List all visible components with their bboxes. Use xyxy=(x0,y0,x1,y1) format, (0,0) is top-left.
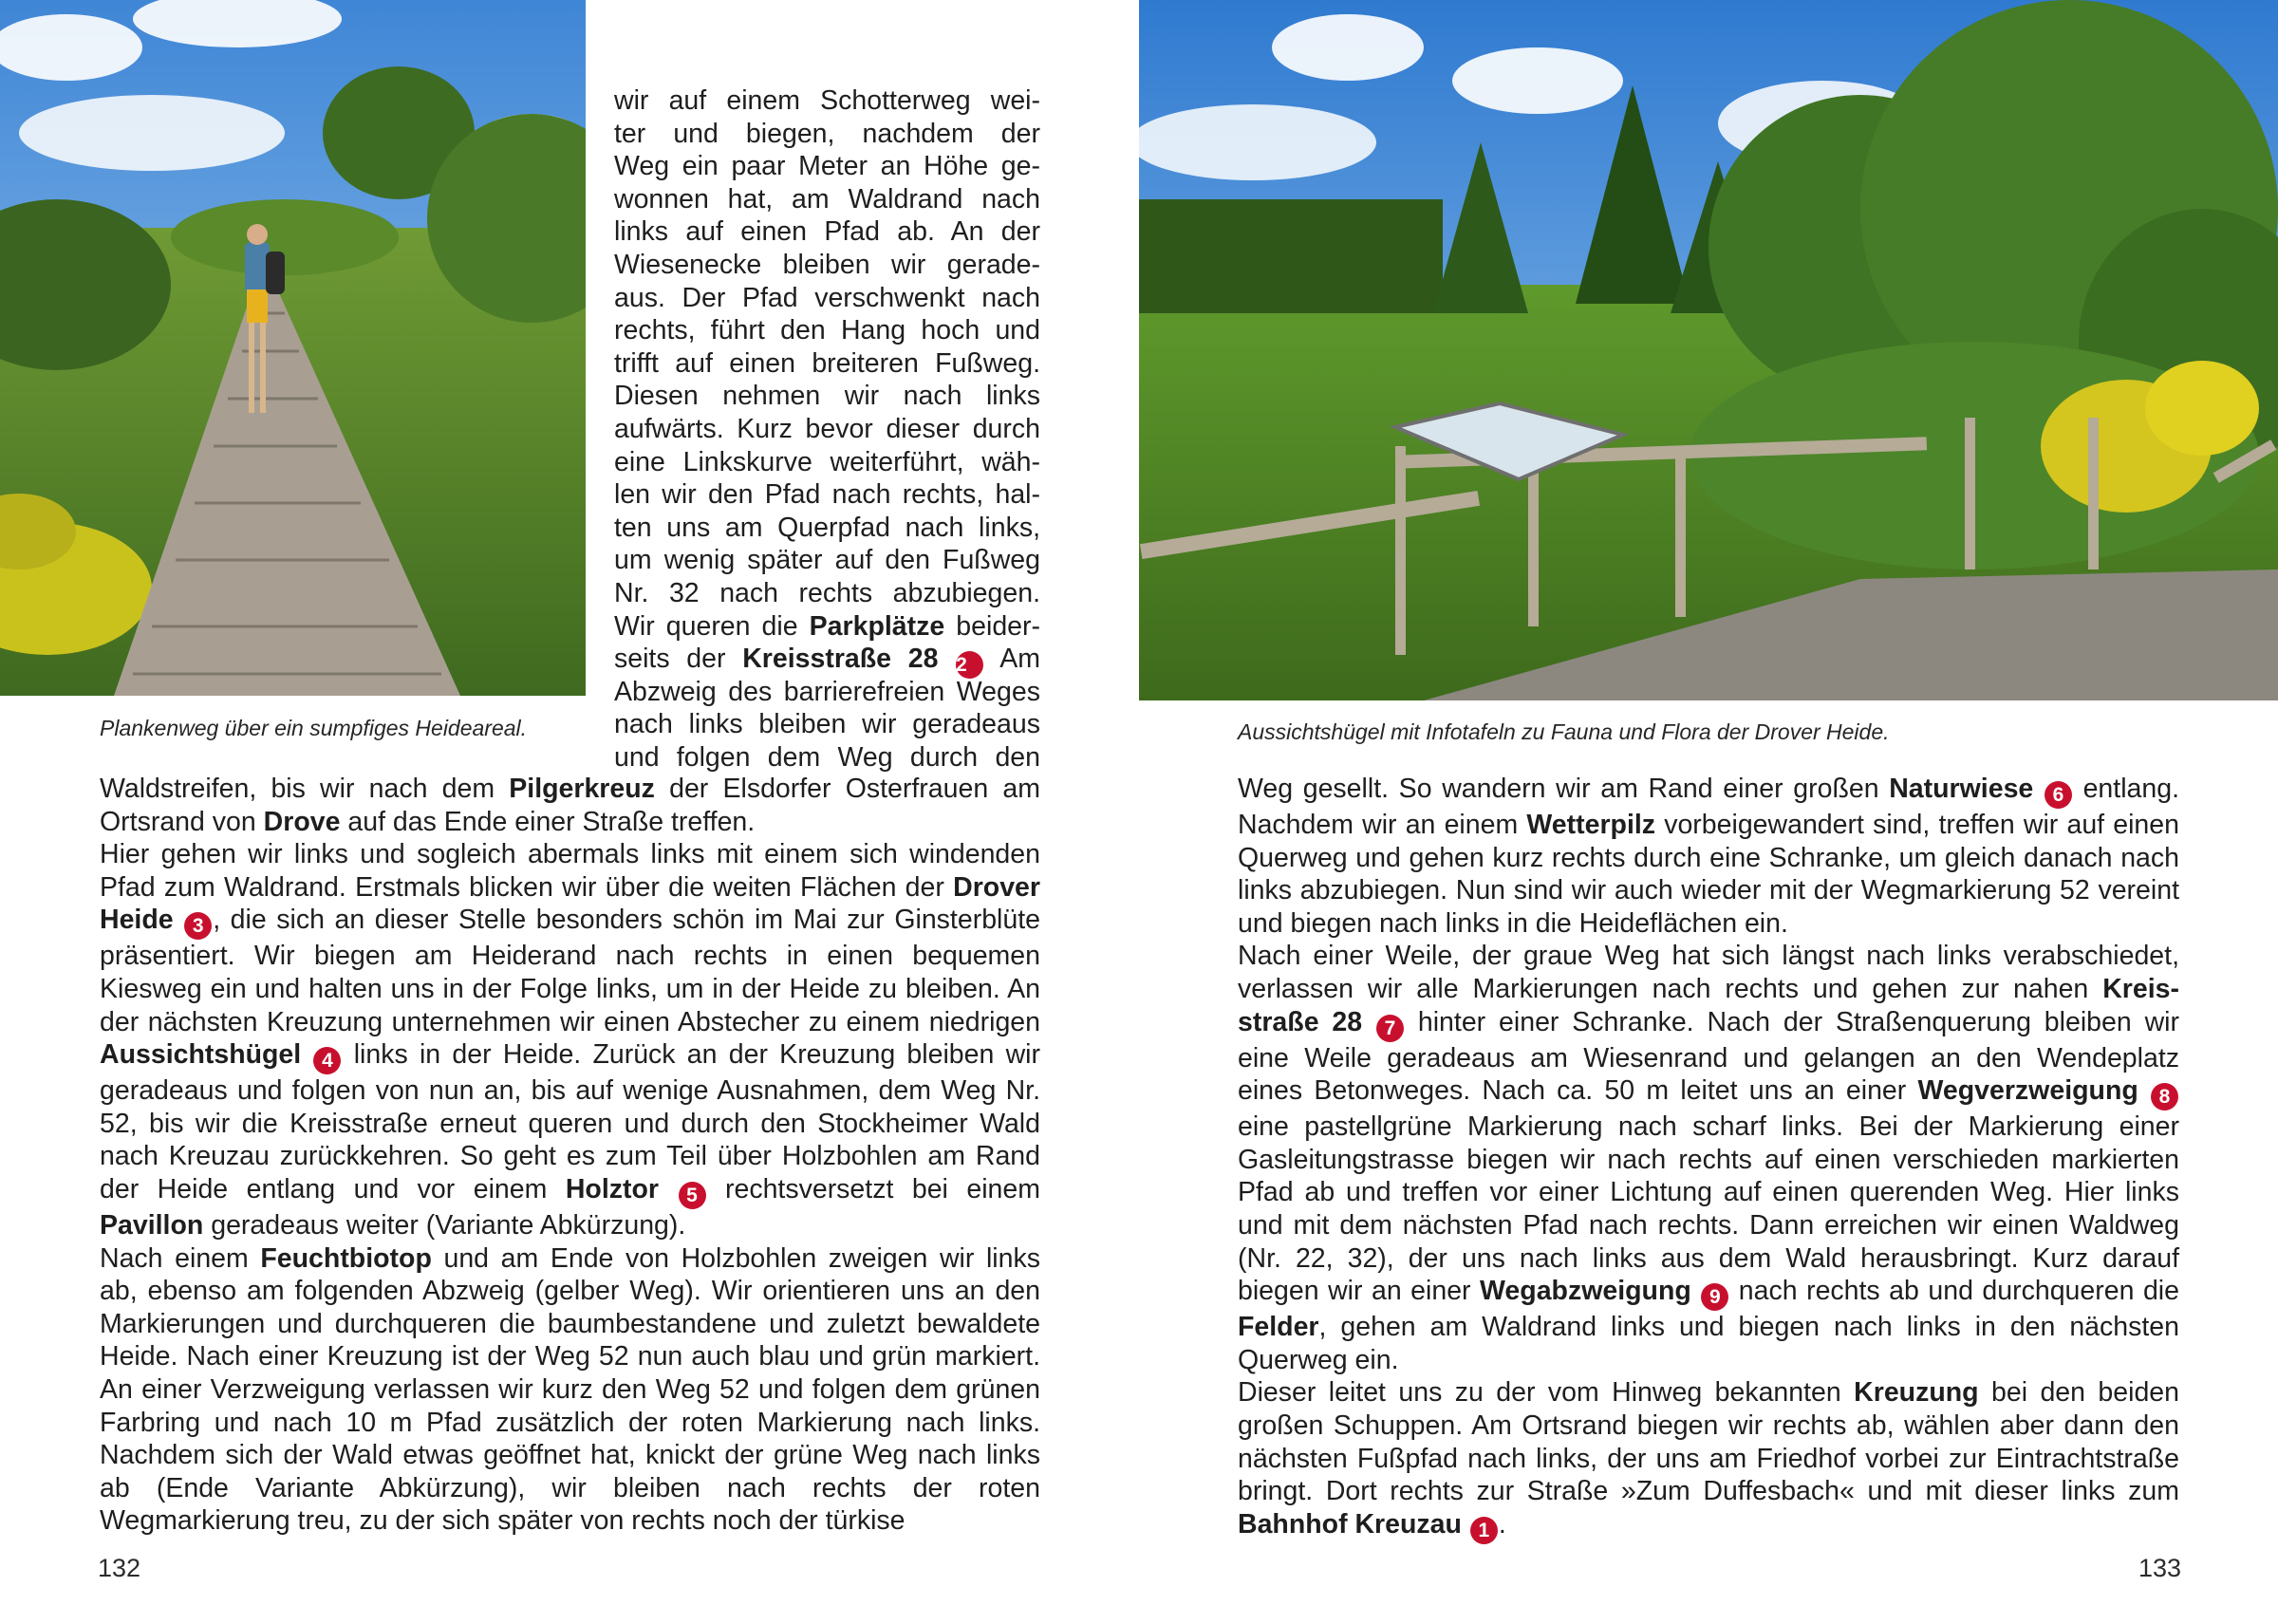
text-fragment: Weg gesellt. So wandern wir am Rand einer großen xyxy=(1238,774,1890,804)
right-page-text xyxy=(1238,773,2179,1544)
left-page-text xyxy=(100,773,1040,1538)
text-line: Diesen nehmen wir nach links xyxy=(614,381,1040,412)
text-line: Abzweig des barrierefreien Weges xyxy=(614,676,1040,707)
keyword-bahnhof-kreuzau: Bahnhof Kreuzau xyxy=(1238,1508,1462,1540)
text-fragment: Waldstreifen, bis wir nach dem xyxy=(100,774,510,804)
text-fragment: Nach einem xyxy=(100,1242,261,1274)
text-line: ten uns am Querpfad nach links, xyxy=(614,512,1040,543)
text-fragment: rechtsversetzt bei einem xyxy=(706,1173,1040,1204)
text-line: Weg ein paar Meter an Höhe ge- xyxy=(614,151,1040,182)
text-line: und folgen dem Weg durch den xyxy=(614,741,1040,773)
text-fragment: geradeaus weiter (Variante Abkürzung). xyxy=(203,1209,686,1241)
keyword-felder: Felder xyxy=(1238,1312,1319,1343)
text-line: links auf einen Pfad ab. An der xyxy=(614,216,1040,248)
text-fragment: eine pastellgrüne Markierung nach scharf links. Bei der Markierung einer Gasleitungstrasse biegen wir nach rechts auf einen verschieden markierten Pfad ab und treffen vor einer Lichtung auf einen querenden Weg. Hier links und mit dem nächsten Pfad nach rechts. Dann erreichen wir einen Waldweg (Nr. 22, 32), der uns nach links aus dem Wald herausbringt. Kurz darauf biegen wir an einer xyxy=(1238,1111,2179,1307)
text-line: rechts, führt den Hang hoch und xyxy=(614,315,1040,346)
waypoint-marker-4: 4 xyxy=(313,1047,341,1074)
keyword-aussichtshuegel: Aussichtshügel xyxy=(100,1039,302,1071)
text-fragment: Wir queren die xyxy=(614,610,798,642)
text-fragment: auf das Ende einer Straße treffen. xyxy=(340,806,756,837)
keyword-parkplaetze: Parkplätze xyxy=(809,610,945,642)
text-fragment: , die sich an dieser Stelle besonders schön im Mai zur Ginsterblüte präsentiert. Wir biegen am Heiderand nach rechts in einen bequemen Kiesweg ein und halten uns in der Folge links, um in der Heide zu bleiben. An der nächsten Kreuzung unternehmen wir einen Abstecher zu einem niedrigen xyxy=(100,905,1040,1037)
text-fragment: der Elsdorfer Osterfrauen am Ortsrand von xyxy=(100,774,1040,837)
waypoint-marker-9: 9 xyxy=(1701,1283,1728,1311)
left-column-text xyxy=(614,84,1040,774)
waypoint-marker-6: 6 xyxy=(2045,781,2072,809)
text-line: Nr. 32 nach rechts abzubiegen. xyxy=(614,577,1040,608)
text-line: ter und biegen, nachdem der xyxy=(614,118,1040,149)
keyword-drove: Drove xyxy=(263,806,341,837)
waypoint-marker-8: 8 xyxy=(2151,1083,2178,1111)
waypoint-marker-1: 1 xyxy=(1470,1517,1498,1544)
waypoint-marker-3: 3 xyxy=(184,912,212,940)
text-line xyxy=(614,643,1040,676)
keyword-feuchtbiotop: Feuchtbiotop xyxy=(260,1242,432,1274)
text-fragment: Am xyxy=(984,644,1040,675)
text-fragment: hinter einer Schranke. Nach der Straßenquerung bleiben wir eine Weile geradeaus am Wiesenrand und gelangen an den Wendeplatz eines Betonweges. Nach ca. 50 m leitet uns an einer xyxy=(1238,1006,2179,1107)
left-photo-caption: Plankenweg über ein sumpfiges Heideareal. xyxy=(100,716,528,740)
text-fragment: und am Ende von Holzbohlen zweigen wir links ab, ebenso am folgenden Abzweig (gelber Weg). Wir orientieren uns an den Markierungen und durchqueren die baumbestandene und zuletzt bewaldete Heide. Nach einer Kreuzung ist der Weg 52 nun auch blau und grün markiert. An einer Verzweigung verlassen wir kurz den Weg 52 und folgen dem grünen Farbring und nach 10 m Pfad zusätzlich der roten Markierung nach links. Nachdem sich der Wald etwas geöffnet hat, knickt der grüne Weg nach links ab (Ende Variante Abkürzung), wir bleiben nach rechts der roten Wegmarkierung treu, zu der sich später von rechts noch der türkise xyxy=(100,1242,1040,1537)
text-line: nach links bleiben wir geradeaus xyxy=(614,709,1040,740)
text-fragment: Dieser leitet uns zu der vom Hinweg bekannten xyxy=(1238,1377,1855,1409)
waypoint-marker-5: 5 xyxy=(679,1182,706,1209)
keyword-kreuzung: Kreuzung xyxy=(1854,1377,1979,1409)
text-fragment: Hier gehen wir links und sogleich abermals links mit einem sich windenden Pfad zum Waldrand. Erstmals blicken wir über die weiten Flächen der xyxy=(100,839,1040,903)
keyword-pilgerkreuz: Pilgerkreuz xyxy=(509,774,655,804)
text-fragment: . xyxy=(1498,1508,1506,1540)
keyword-pavillon: Pavillon xyxy=(100,1209,204,1241)
text-fragment: bei den beiden großen Schuppen. Am Ortsrand biegen wir rechts ab, wählen aber dann den nächsten Fußpfad nach links, der uns am Friedhof vorbei zur Eintrachtstraße bringt. Dort rechts zur Straße »Zum Duffesbach« und mit dieser links zum xyxy=(1238,1377,2179,1507)
keyword-holztor: Holztor xyxy=(565,1173,659,1204)
keyword-drover-heide: Drover Heide xyxy=(100,871,1040,936)
text-fragment: entlang. Nachdem wir an einem xyxy=(1238,774,2180,840)
keyword-wetterpilz: Wetterpilz xyxy=(1526,810,1656,840)
text-line xyxy=(614,610,1040,644)
keyword-kreisstrasse: Kreisstraße 28 xyxy=(742,644,939,675)
text-fragment: Nach einer Weile, der graue Weg hat sich längst nach links verabschiedet, verlassen wir alle Markierungen nach rechts und gehen zur nahen xyxy=(1238,941,2179,1004)
keyword-kreisstrasse: Kreisstraße 28 xyxy=(1238,973,2179,1037)
keyword-wegverzweigung: Wegverzweigung xyxy=(1917,1075,2138,1107)
viewpoint-photo xyxy=(1139,0,2278,700)
text-line: len wir den Pfad nach rechts, hal- xyxy=(614,479,1040,511)
text-line: eine Linkskurve weiterführt, wäh- xyxy=(614,446,1040,477)
text-fragment: beider- xyxy=(944,610,1040,642)
text-line: um wenig später auf den Fußweg xyxy=(614,545,1040,576)
text-fragment: links in der Heide. Zurück an der Kreuzung bleiben wir geradeaus und folgen von nun an, bis auf wenige Ausnahmen, dem Weg Nr. 52, bis wir die Kreisstraße erneut queren und durch den Stockheimer Wald nach Kreuzau zurückkehren. So geht es zum Teil über Holzbohlen am Rand der Heide entlang und vor einem xyxy=(100,1039,1040,1204)
text-line: trifft auf einen breiteren Fußweg. xyxy=(614,347,1040,379)
keyword-wegabzweigung: Wegabzweigung xyxy=(1480,1276,1691,1307)
text-fragment: seits der xyxy=(614,644,743,675)
text-fragment: nach rechts ab und durchqueren die xyxy=(1729,1276,2179,1307)
page-number-right: 133 xyxy=(2138,1554,2182,1582)
waypoint-marker-2: 2 xyxy=(956,651,983,679)
keyword-naturwiese: Naturwiese xyxy=(1889,774,2034,804)
right-photo-caption: Aussichtshügel mit Infotafeln zu Fauna und Flora der Drover Heide. xyxy=(1238,719,1890,744)
waypoint-marker-7: 7 xyxy=(1376,1015,1404,1042)
text-line: wonnen hat, am Waldrand nach xyxy=(614,183,1040,215)
text-fragment: , gehen am Waldrand links und biegen nach links in den nächsten Querweg ein. xyxy=(1238,1312,2179,1375)
text-line: aufwärts. Kurz bevor dieser durch xyxy=(614,413,1040,444)
text-line: aus. Der Pfad verschwenkt nach xyxy=(614,282,1040,313)
text-fragment: vorbeigewandert sind, treffen wir auf einen Querweg und gehen kurz rechts durch eine Schranke, um gleich danach nach links abzubiegen. Nun sind wir auch wieder mit der Wegmarkierung 52 vereint und biegen nach links in die Heideflächen ein. xyxy=(1238,810,2179,939)
text-line: wir auf einem Schotterweg wei- xyxy=(614,85,1040,116)
text-line: Wiesenecke bleiben wir gerade- xyxy=(614,249,1040,280)
boardwalk-photo xyxy=(0,0,586,696)
page-number-left: 132 xyxy=(98,1554,141,1582)
